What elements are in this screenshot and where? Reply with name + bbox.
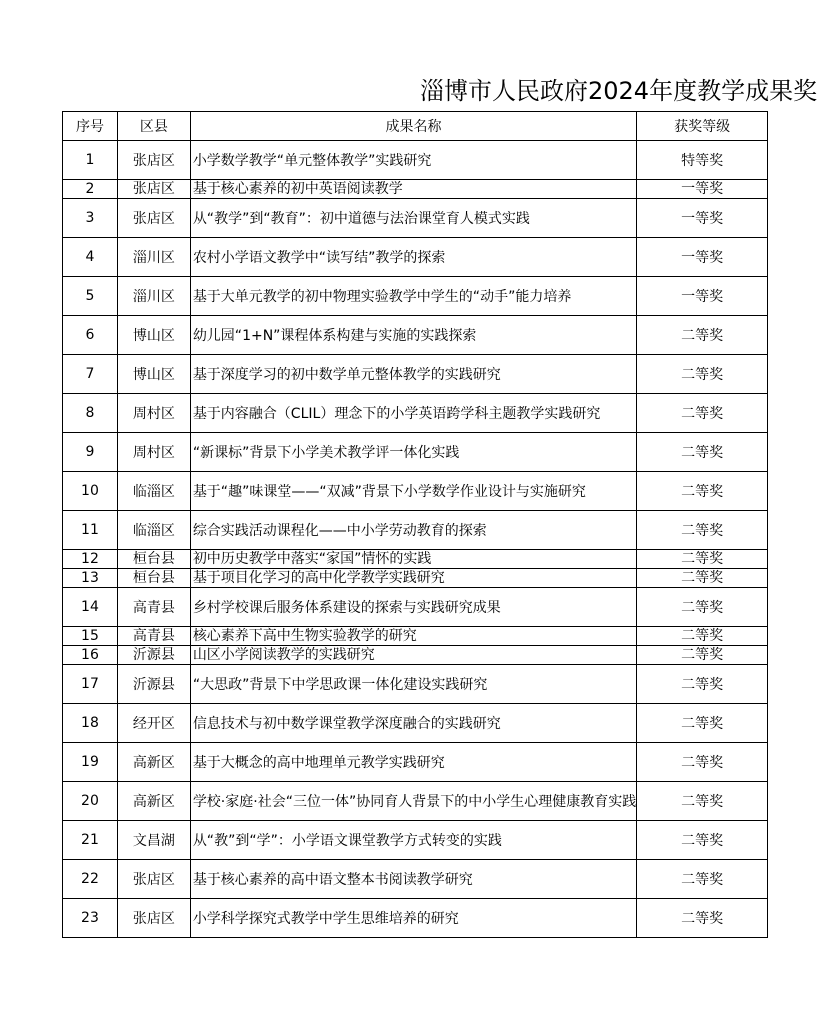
table-row [63, 704, 768, 743]
cell-no: 3 [63, 199, 118, 238]
cell-no: 6 [63, 316, 118, 355]
cell-area: 桓台县 [117, 550, 190, 569]
cell-no: 18 [63, 704, 118, 743]
cell-level: 二等奖 [637, 569, 768, 588]
cell-area: 桓台县 [117, 569, 190, 588]
cell-level: 二等奖 [637, 860, 768, 899]
cell-area: 张店区 [117, 199, 190, 238]
cell-level: 二等奖 [637, 433, 768, 472]
header-level: 获奖等级 [637, 112, 768, 141]
cell-area: 沂源县 [117, 665, 190, 704]
table-row [63, 511, 768, 550]
cell-area: 张店区 [117, 180, 190, 199]
cell-name: 基于内容融合（CLIL）理念下的小学英语跨学科主题教学实践研究 [190, 394, 636, 433]
cell-level: 二等奖 [637, 511, 768, 550]
table-row [63, 627, 768, 646]
cell-no: 12 [63, 550, 118, 569]
cell-name: 基于核心素养的高中语文整本书阅读教学研究 [190, 860, 636, 899]
cell-name: 学校·家庭·社会“三位一体”协同育人背景下的中小学生心理健康教育实践 [190, 782, 636, 821]
cell-no: 15 [63, 627, 118, 646]
cell-level: 二等奖 [637, 704, 768, 743]
cell-no: 16 [63, 646, 118, 665]
cell-name: 小学数学教学“单元整体教学”实践研究 [190, 141, 636, 180]
cell-area: 高青县 [117, 627, 190, 646]
cell-level: 一等奖 [637, 180, 768, 199]
cell-area: 张店区 [117, 860, 190, 899]
table-row [63, 316, 768, 355]
cell-area: 高新区 [117, 782, 190, 821]
table-row [63, 899, 768, 938]
cell-level: 二等奖 [637, 665, 768, 704]
cell-name: 基于项目化学习的高中化学教学实践研究 [190, 569, 636, 588]
cell-area: 高新区 [117, 743, 190, 782]
cell-area: 张店区 [117, 141, 190, 180]
table-row [63, 180, 768, 199]
cell-no: 21 [63, 821, 118, 860]
cell-area: 经开区 [117, 704, 190, 743]
cell-no: 13 [63, 569, 118, 588]
cell-level: 二等奖 [637, 899, 768, 938]
table-row [63, 238, 768, 277]
table-row [63, 860, 768, 899]
cell-level: 二等奖 [637, 821, 768, 860]
cell-name: 乡村学校课后服务体系建设的探索与实践研究成果 [190, 588, 636, 627]
cell-level: 一等奖 [637, 238, 768, 277]
cell-level: 二等奖 [637, 646, 768, 665]
header-area: 区县 [117, 112, 190, 141]
cell-area: 临淄区 [117, 472, 190, 511]
cell-name: “大思政”背景下中学思政课一体化建设实践研究 [190, 665, 636, 704]
cell-name: 从“教”到“学”：小学语文课堂教学方式转变的实践 [190, 821, 636, 860]
cell-name: 基于核心素养的初中英语阅读教学 [190, 180, 636, 199]
table-row [63, 646, 768, 665]
cell-area: 周村区 [117, 394, 190, 433]
cell-area: 张店区 [117, 899, 190, 938]
cell-name: 综合实践活动课程化——中小学劳动教育的探索 [190, 511, 636, 550]
cell-name: 幼儿园“1+N”课程体系构建与实施的实践探索 [190, 316, 636, 355]
cell-no: 8 [63, 394, 118, 433]
cell-area: 博山区 [117, 316, 190, 355]
table-row [63, 550, 768, 569]
table-row [63, 355, 768, 394]
cell-area: 淄川区 [117, 238, 190, 277]
cell-name: 基于大单元教学的初中物理实验教学中学生的“动手”能力培养 [190, 277, 636, 316]
cell-level: 二等奖 [637, 472, 768, 511]
cell-no: 19 [63, 743, 118, 782]
cell-area: 淄川区 [117, 277, 190, 316]
cell-name: 农村小学语文教学中“读写结”教学的探索 [190, 238, 636, 277]
table-row [63, 199, 768, 238]
cell-no: 1 [63, 141, 118, 180]
cell-level: 特等奖 [637, 141, 768, 180]
cell-level: 二等奖 [637, 550, 768, 569]
cell-no: 2 [63, 180, 118, 199]
page-title: 淄博市人民政府2024年度教学成果奖 [420, 77, 817, 105]
table-row [63, 141, 768, 180]
cell-level: 二等奖 [637, 627, 768, 646]
cell-name: 从“教学”到“教育”：初中道德与法治课堂育人模式实践 [190, 199, 636, 238]
cell-name: 初中历史教学中落实“家国”情怀的实践 [190, 550, 636, 569]
cell-no: 5 [63, 277, 118, 316]
cell-level: 一等奖 [637, 277, 768, 316]
table-row [63, 472, 768, 511]
title-area [62, 72, 817, 110]
cell-area: 高青县 [117, 588, 190, 627]
cell-name: “新课标”背景下小学美术教学评一体化实践 [190, 433, 636, 472]
cell-area: 周村区 [117, 433, 190, 472]
cell-no: 23 [63, 899, 118, 938]
cell-no: 14 [63, 588, 118, 627]
cell-no: 7 [63, 355, 118, 394]
cell-area: 博山区 [117, 355, 190, 394]
cell-level: 二等奖 [637, 588, 768, 627]
cell-no: 17 [63, 665, 118, 704]
cell-name: 小学科学探究式教学中学生思维培养的研究 [190, 899, 636, 938]
results-table [62, 111, 768, 938]
table-body [63, 141, 768, 938]
table-row [63, 433, 768, 472]
table-row [63, 569, 768, 588]
cell-name: 基于“趣”味课堂——“双减”背景下小学数学作业设计与实施研究 [190, 472, 636, 511]
cell-no: 11 [63, 511, 118, 550]
table-row [63, 277, 768, 316]
cell-name: 核心素养下高中生物实验教学的研究 [190, 627, 636, 646]
cell-area: 临淄区 [117, 511, 190, 550]
header-no: 序号 [63, 112, 118, 141]
cell-level: 二等奖 [637, 743, 768, 782]
table-row [63, 588, 768, 627]
cell-level: 一等奖 [637, 199, 768, 238]
cell-no: 10 [63, 472, 118, 511]
header-name: 成果名称 [190, 112, 636, 141]
cell-level: 二等奖 [637, 782, 768, 821]
table-row [63, 821, 768, 860]
table-row [63, 782, 768, 821]
cell-no: 4 [63, 238, 118, 277]
cell-level: 二等奖 [637, 316, 768, 355]
cell-level: 二等奖 [637, 394, 768, 433]
table-row [63, 394, 768, 433]
cell-no: 9 [63, 433, 118, 472]
cell-level: 二等奖 [637, 355, 768, 394]
header-row [63, 112, 768, 141]
table-row [63, 743, 768, 782]
cell-no: 22 [63, 860, 118, 899]
cell-name: 信息技术与初中数学课堂教学深度融合的实践研究 [190, 704, 636, 743]
cell-name: 基于深度学习的初中数学单元整体教学的实践研究 [190, 355, 636, 394]
table-row [63, 665, 768, 704]
cell-name: 山区小学阅读教学的实践研究 [190, 646, 636, 665]
cell-area: 文昌湖 [117, 821, 190, 860]
cell-no: 20 [63, 782, 118, 821]
cell-area: 沂源县 [117, 646, 190, 665]
cell-name: 基于大概念的高中地理单元教学实践研究 [190, 743, 636, 782]
